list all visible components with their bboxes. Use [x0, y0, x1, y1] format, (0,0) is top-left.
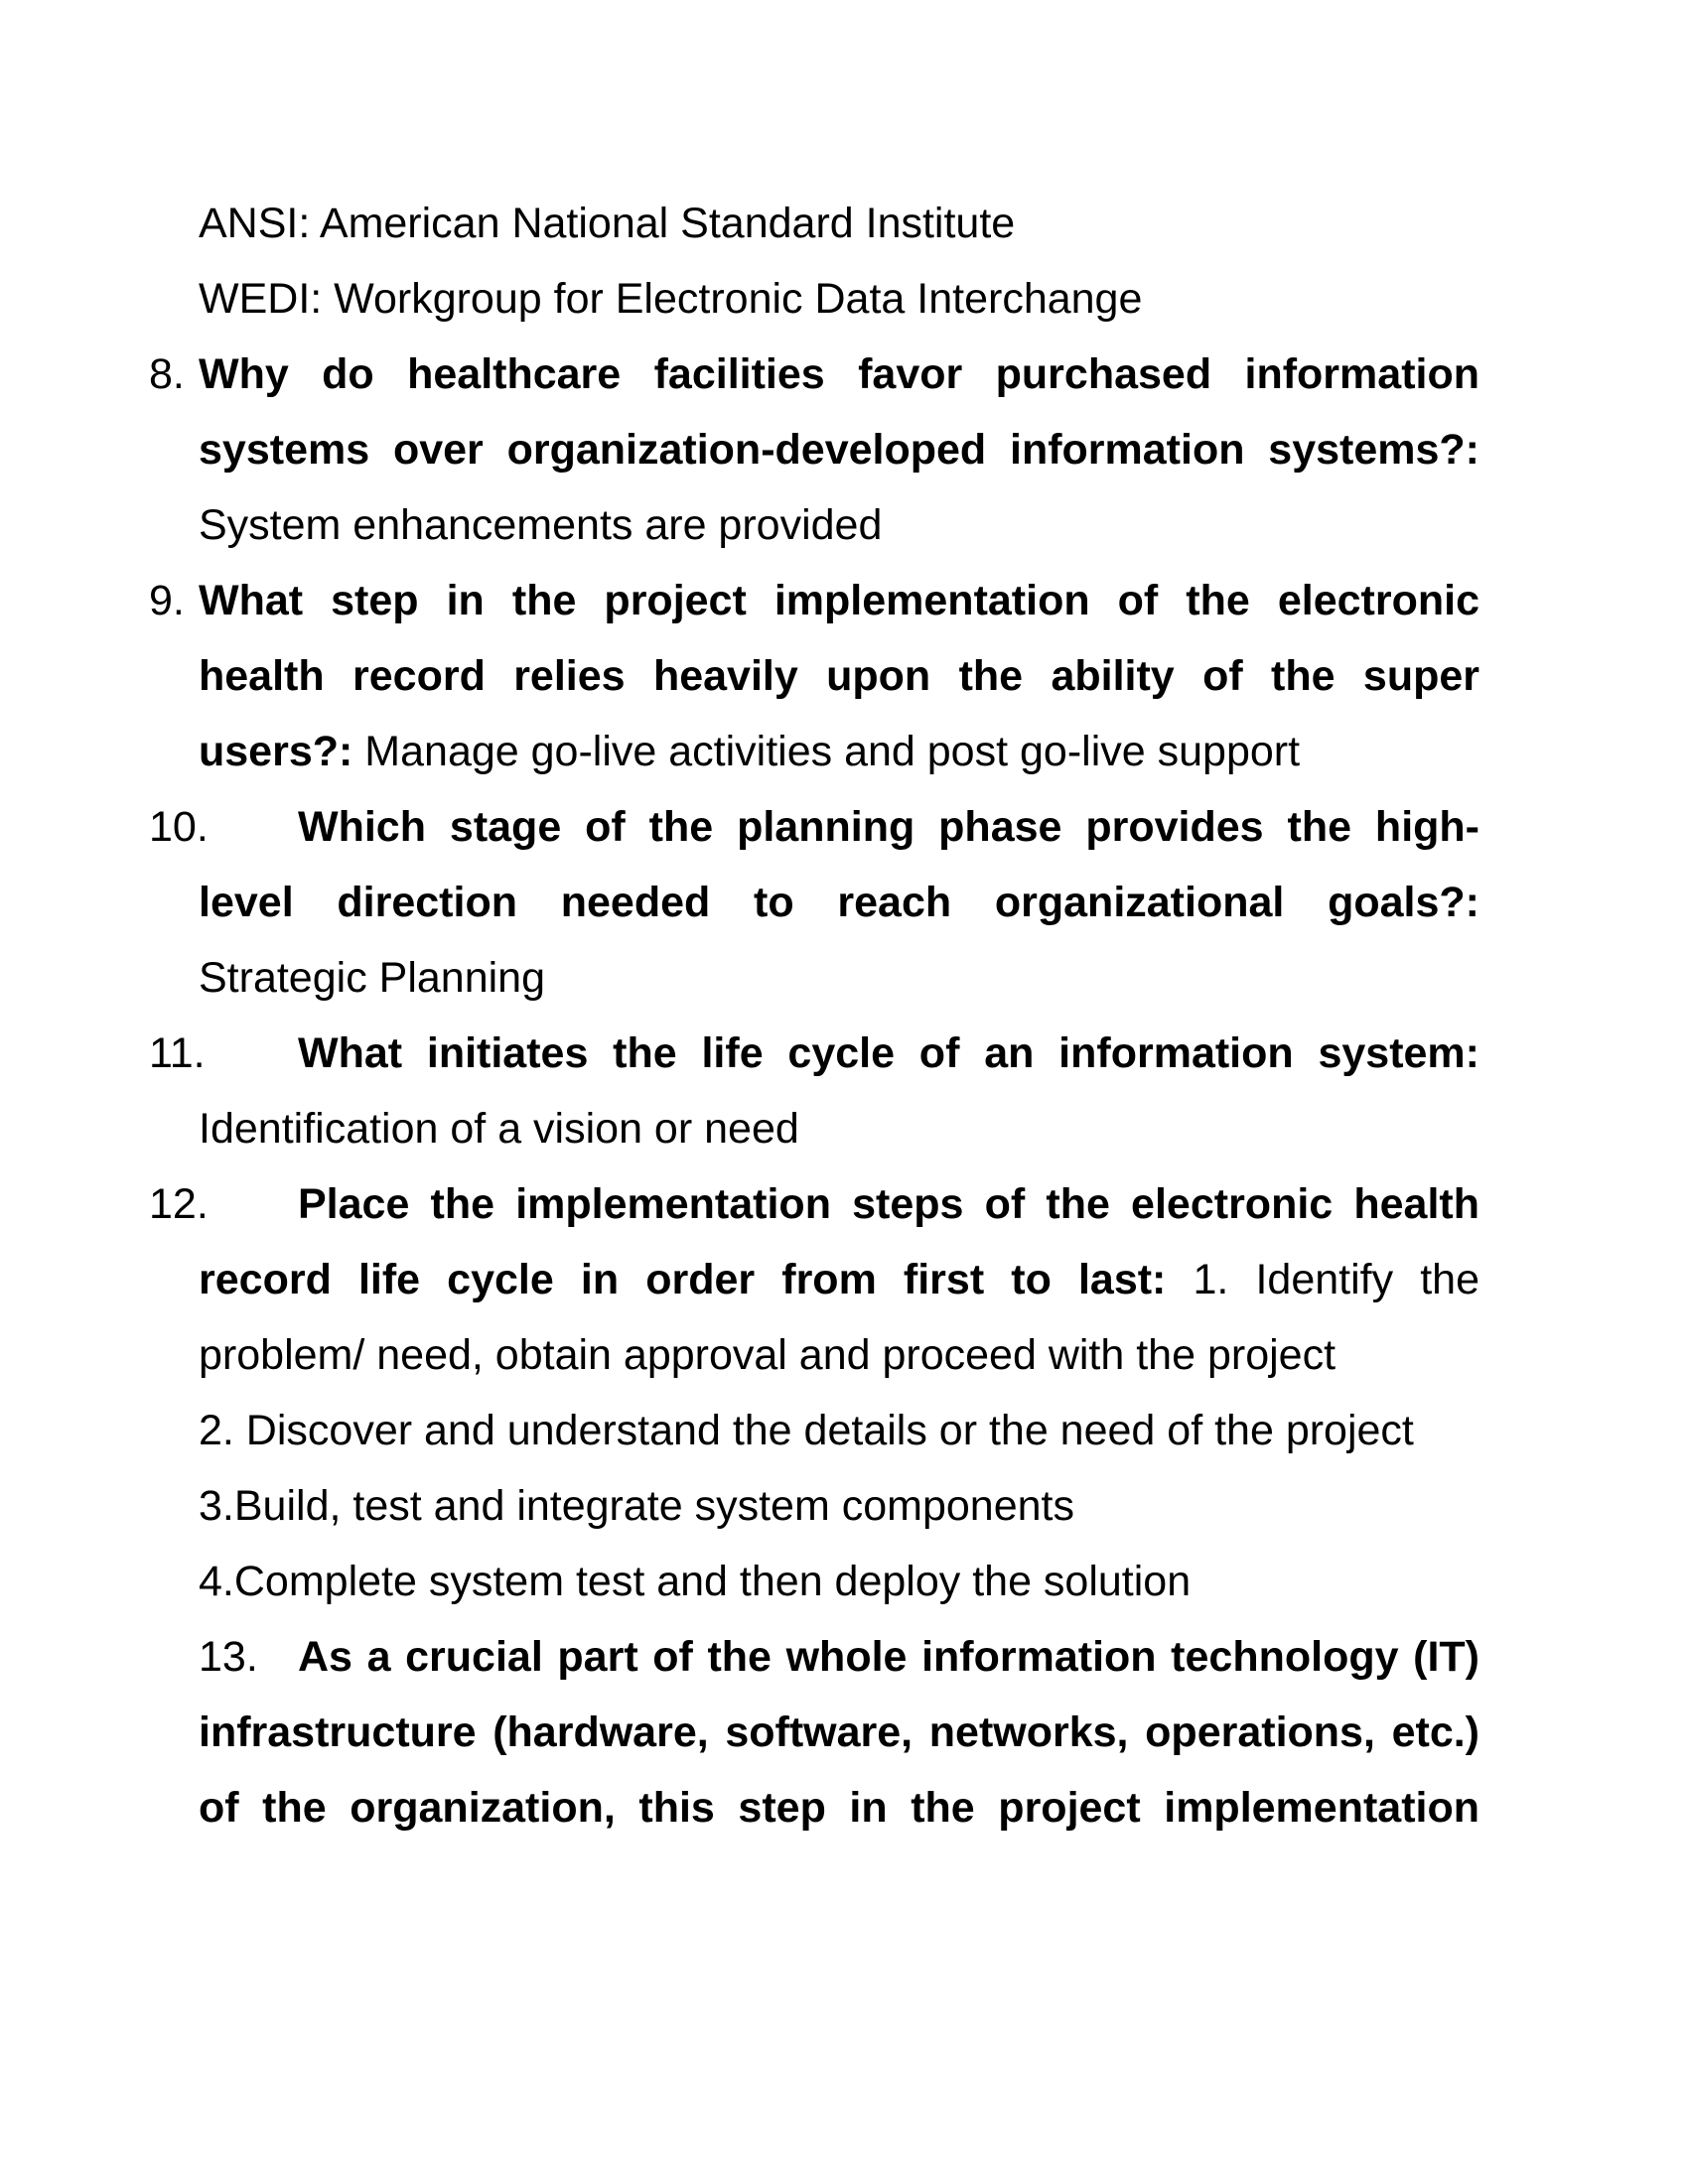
- item-9-question-line-1: [199, 563, 1479, 638]
- item-8-answer: System enhancements are provided: [199, 501, 883, 549]
- item-11-question-line-1: [298, 1016, 1479, 1091]
- item-12-question-text-1: Place the implementation steps of the electronic health: [298, 1180, 1479, 1228]
- item-13-number: 13.: [199, 1633, 258, 1681]
- item-13-question-line-1: [199, 1619, 1479, 1695]
- item-9-question-text-3: users?:: [199, 728, 353, 775]
- item-10-answer: Strategic Planning: [199, 954, 545, 1002]
- item-11-question-text-1: What initiates the life cycle of an information system:: [298, 1029, 1479, 1077]
- item-8-number: 8.: [149, 350, 185, 398]
- item-12-question-text-2: record life cycle in order from first to last:: [199, 1256, 1167, 1303]
- item-9-answer: Manage go-live activities and post go-live support: [364, 728, 1301, 775]
- item-9-question-line-2: [199, 638, 1479, 714]
- item-9-question-text-2: health record relies heavily upon the ability of the super: [199, 652, 1479, 700]
- item-10-number: 10.: [149, 803, 209, 851]
- item-8-question-line-2: [199, 412, 1479, 487]
- item-13-question-text-3: of the organization, this step in the project implementation: [199, 1784, 1479, 1832]
- item-12-answer-line-4: 4.Complete system test and then deploy the solution: [199, 1558, 1192, 1605]
- item-10-question-text-2: level direction needed to reach organizational goals?:: [199, 879, 1479, 926]
- item-8-question-text-1: Why do healthcare facilities favor purchased information: [199, 350, 1479, 398]
- item-8-question-line-1: [199, 337, 1479, 412]
- item-13-question-line-3: [199, 1770, 1479, 1845]
- item-9-question-line-3: [199, 714, 1479, 789]
- item-12-answer-line-1: problem/ need, obtain approval and proceed with the project: [199, 1331, 1336, 1379]
- item-11-answer: Identification of a vision or need: [199, 1105, 799, 1153]
- item-13-question-text-2: infrastructure (hardware, software, networks, operations, etc.): [199, 1708, 1479, 1756]
- item-9-question-text-1: What step in the project implementation of the electronic: [199, 577, 1479, 624]
- item-13-question-line-2: [199, 1695, 1479, 1770]
- item-8-question-text-2: systems over organization-developed information systems?:: [199, 426, 1479, 474]
- item-12-number: 12.: [149, 1180, 209, 1228]
- item-12-answer-first-part: 1. Identify the: [1193, 1256, 1479, 1303]
- item-12-answer-line-2: 2. Discover and understand the details or the need of the project: [199, 1407, 1414, 1454]
- item-10-question-line-2: [199, 865, 1479, 940]
- item-12-answer-line-3: 3.Build, test and integrate system components: [199, 1482, 1074, 1530]
- abbreviation-wedi: WEDI: Workgroup for Electronic Data Interchange: [199, 275, 1143, 323]
- item-9-number: 9.: [149, 577, 185, 624]
- abbreviation-ansi: ANSI: American National Standard Institute: [199, 200, 1016, 247]
- item-10-question-line-1: [298, 789, 1479, 865]
- item-12-question-line-2: [199, 1242, 1479, 1317]
- item-13-question-text-1: As a crucial part of the whole information technology (IT): [298, 1633, 1479, 1681]
- item-10-question-text-1: Which stage of the planning phase provides the high-: [298, 803, 1479, 851]
- item-12-question-line-1: [298, 1166, 1479, 1242]
- item-11-number: 11.: [149, 1029, 206, 1077]
